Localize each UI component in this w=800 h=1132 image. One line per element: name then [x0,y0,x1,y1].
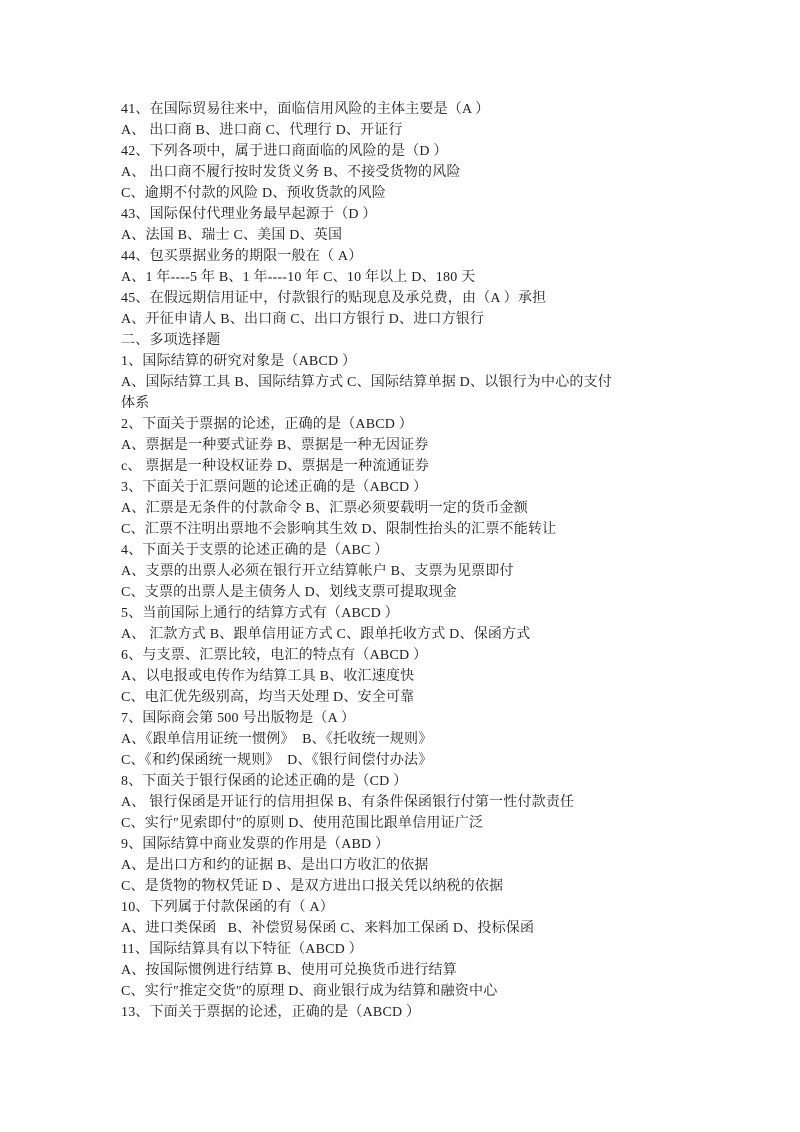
text-line: A、进口类保函 B、补偿贸易保函 C、来料加工保函 D、投标保函 [121,921,535,936]
text-line: 13、下面关于票据的论述，正确的是（ABCD ） [121,1005,421,1020]
text-line: A、 银行保函是开证行的信用担保 B、有条件保函银行付第一性付款责任 [121,795,575,810]
text-line: C、是货物的物权凭证 D 、是双方进出口报关凭以纳税的依据 [121,879,504,894]
text-line: A、《跟单信用证统一惯例》 B、《托收统一规则》 [121,732,433,747]
text-line: 2、下面关于票据的论述，正确的是（ABCD ） [121,417,413,432]
text-line: A、 汇款方式 B、跟单信用证方式 C、跟单托收方式 D、保函方式 [121,627,531,642]
text-line: 3、下面关于汇票问题的论述正确的是（ABCD ） [121,480,428,495]
text-line: 4、下面关于支票的论述正确的是（ABC ） [121,543,389,558]
text-line: C、逾期不付款的风险 D、预收货款的风险 [121,186,386,201]
text-line: C、汇票不注明出票地不会影响其生效 D、限制性抬头的汇票不能转让 [121,522,557,537]
text-line: A、国际结算工具 B、国际结算方式 C、国际结算单据 D、以银行为中心的支付 [121,375,612,390]
text-line: A、支票的出票人必须在银行开立结算帐户 B、支票为见票即付 [121,564,514,579]
text-line: 10、下列属于付款保函的有（ A） [121,900,335,915]
text-line: A、是出口方和约的证据 B、是出口方收汇的依据 [121,858,429,873]
text-line: 9、国际结算中商业发票的作用是（ABD ） [121,837,390,852]
text-line: 二、多项选择题 [121,333,221,348]
text-line: A、1 年----5 年 B、1 年----10 年 C、10 年以上 D、180 天 [121,270,476,285]
text-line: A、法国 B、瑞士 C、美国 D、英国 [121,228,343,243]
text-line: c、 票据是一种设权证券 D、票据是一种流通证券 [121,459,430,474]
text-line: A、按国际惯例进行结算 B、使用可兑换货币进行结算 [121,963,457,978]
text-line: C、实行″见索即付″的原则 D、使用范围比跟单信用证广泛 [121,816,484,831]
text-line: C、《和约保函统一规则》 D、《银行间偿付办法》 [121,753,433,768]
text-line: A、汇票是无条件的付款命令 B、汇票必须要载明一定的货币金额 [121,501,528,516]
text-line: 41、在国际贸易往来中，面临信用风险的主体主要是（A ） [121,102,490,117]
text-line: A、票据是一种要式证券 B、票据是一种无因证券 [121,438,429,453]
text-line: 45、在假远期信用证中，付款银行的贴现息及承兑费，由（A ）承担 [121,291,547,306]
text-line: A、以电报或电传作为结算工具 B、收汇速度快 [121,669,415,684]
text-line: 6、与支票、汇票比较，电汇的特点有（ABCD ） [121,648,428,663]
text-line: A、 出口商不履行按时发货义务 B、不接受货物的风险 [121,165,461,180]
text-line: 体系 [121,396,150,411]
question-text-block [121,99,731,1023]
text-line: 42、下列各项中，属于进口商面临的风险的是（D ） [121,144,448,159]
text-line: 7、国际商会第 500 号出版物是（A ） [121,711,356,726]
text-line: 44、包买票据业务的期限一般在（ A） [121,249,363,264]
text-line: A、开征申请人 B、出口商 C、出口方银行 D、进口方银行 [121,312,485,327]
text-line: 1、国际结算的研究对象是（ABCD ） [121,354,357,369]
text-line: C、实行″推定交货″的原理 D、商业银行成为结算和融资中心 [121,984,498,999]
text-line: 43、国际保付代理业务最早起源于（D ） [121,207,377,222]
text-line: A、 出口商 B、进口商 C、代理行 D、开证行 [121,123,403,138]
text-line: 11、国际结算具有以下特征（ABCD ） [121,942,363,957]
text-line: C、支票的出票人是主债务人 D、划线支票可提取现金 [121,585,457,600]
text-line: C、电汇优先级别高，均当天处理 D、安全可靠 [121,690,415,705]
text-line: 8、下面关于银行保函的论述正确的是（CD ） [121,774,408,789]
text-line: 5、当前国际上通行的结算方式有（ABCD ） [121,606,399,621]
